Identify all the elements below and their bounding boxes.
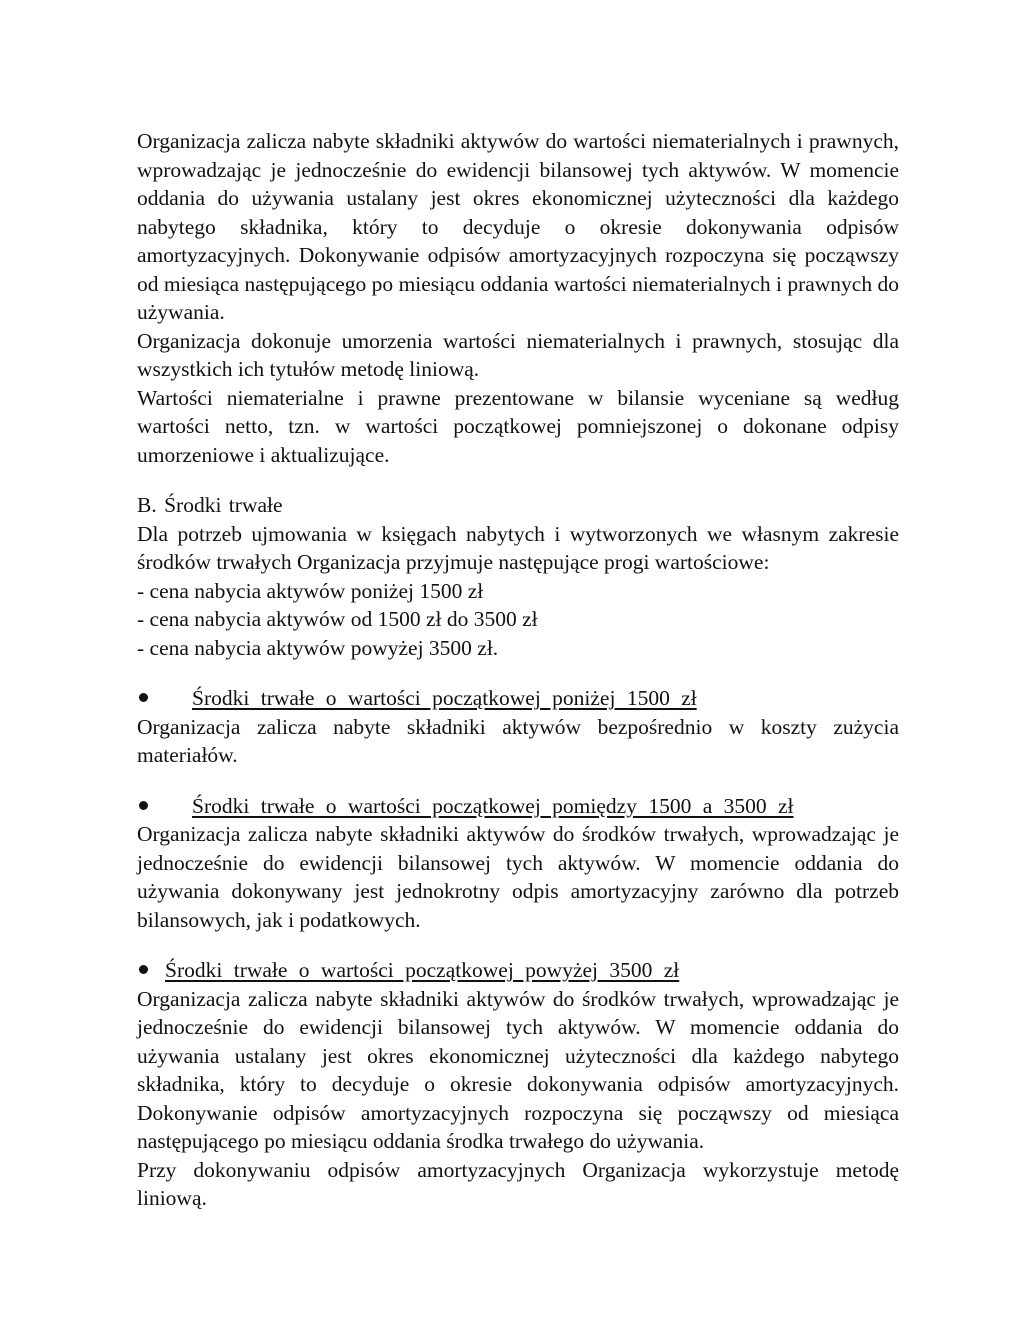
bullet-body: Organizacja zalicza nabyte składniki aktywów do środków trwałych, wprowadzając je jednocześnie do ewidencji bilansowej tych aktywów. W momencie oddania do używania dokonywany jest jednokrotny odpis amortyzacyjny zarówno dla potrzeb bilansowych, jak i podatkowych. bbox=[137, 822, 899, 932]
threshold-item: - cena nabycia aktywów od 1500 zł do 3500 zł bbox=[137, 607, 538, 631]
threshold-item: - cena nabycia aktywów poniżej 1500 zł bbox=[137, 578, 484, 603]
intangibles-paragraph-1: Organizacja zalicza nabyte składniki aktywów do wartości niematerialnych i prawnych, wprowadzając je jednocześnie do ewidencji bilansowej tych aktywów. W momencie oddania do używania ustalany jest okres ekonomicznej użyteczności dla każdego nabytego składnika, który to decyduje o okresie dokonywania odpisów amortyzacyjnych. Dokonywanie odpisów amortyzacyjnych rozpoczyna się począwszy od miesiąca następującego po miesiącu oddania wartości niematerialnych i prawnych do używania. bbox=[137, 129, 899, 324]
bullet-heading: Środki trwałe o wartości początkowej powyżej 3500 zł bbox=[165, 958, 680, 982]
intangibles-paragraph-3: Wartości niematerialne i prawne prezentowane w bilansie wyceniane są według wartości netto, tzn. w wartości początkowej pomniejszonej o dokonane odpisy umorzeniowe i aktualizujące. bbox=[137, 385, 899, 467]
bullet-body-2: Przy dokonywaniu odpisów amortyzacyjnych Organizacja wykorzystuje metodę liniową. bbox=[137, 1157, 899, 1210]
bullet-body: Organizacja zalicza nabyte składniki aktywów bezpośrednio w koszty zużycia materiałów. bbox=[137, 714, 899, 767]
bullet-section-above-3500 bbox=[137, 956, 899, 1213]
bullet-icon bbox=[139, 693, 148, 702]
threshold-item: - cena nabycia aktywów powyżej 3500 zł. bbox=[137, 635, 499, 660]
intangibles-paragraph-2: Organizacja dokonuje umorzenia wartości niematerialnych i prawnych, stosując dla wszystkich ich tytułów metodę liniową. bbox=[137, 328, 899, 381]
document-page bbox=[137, 127, 899, 1213]
fixed-assets-intro: Dla potrzeb ujmowania w księgach nabytych i wytworzonych we własnym zakresie środków trwałych Organizacja przyjmuje następujące progi wartościowe: bbox=[137, 521, 899, 574]
bullet-section-1500-3500 bbox=[137, 792, 899, 935]
bullet-icon bbox=[139, 801, 148, 810]
bullet-section-below-1500 bbox=[137, 684, 899, 770]
threshold-list bbox=[137, 577, 899, 663]
bullet-icon bbox=[139, 965, 148, 974]
bullet-heading: Środki trwałe o wartości początkowej poniżej 1500 zł bbox=[192, 686, 697, 710]
bullet-body: Organizacja zalicza nabyte składniki aktywów do środków trwałych, wprowadzając je jednocześnie do ewidencji bilansowej tych aktywów. W momencie oddania do używania ustalany jest okres ekonomicznej użyteczności dla każdego nabytego składnika, który to decyduje o okresie dokonywania odpisów amortyzacyjnych. Dokonywanie odpisów amortyzacyjnych rozpoczyna się począwszy od miesiąca następującego po miesiącu oddania środka trwałego do używania. bbox=[137, 986, 899, 1153]
bullet-heading: Środki trwałe o wartości początkowej pomiędzy 1500 a 3500 zł bbox=[192, 793, 794, 818]
section-title-fixed-assets: B. Środki trwałe bbox=[137, 493, 283, 517]
